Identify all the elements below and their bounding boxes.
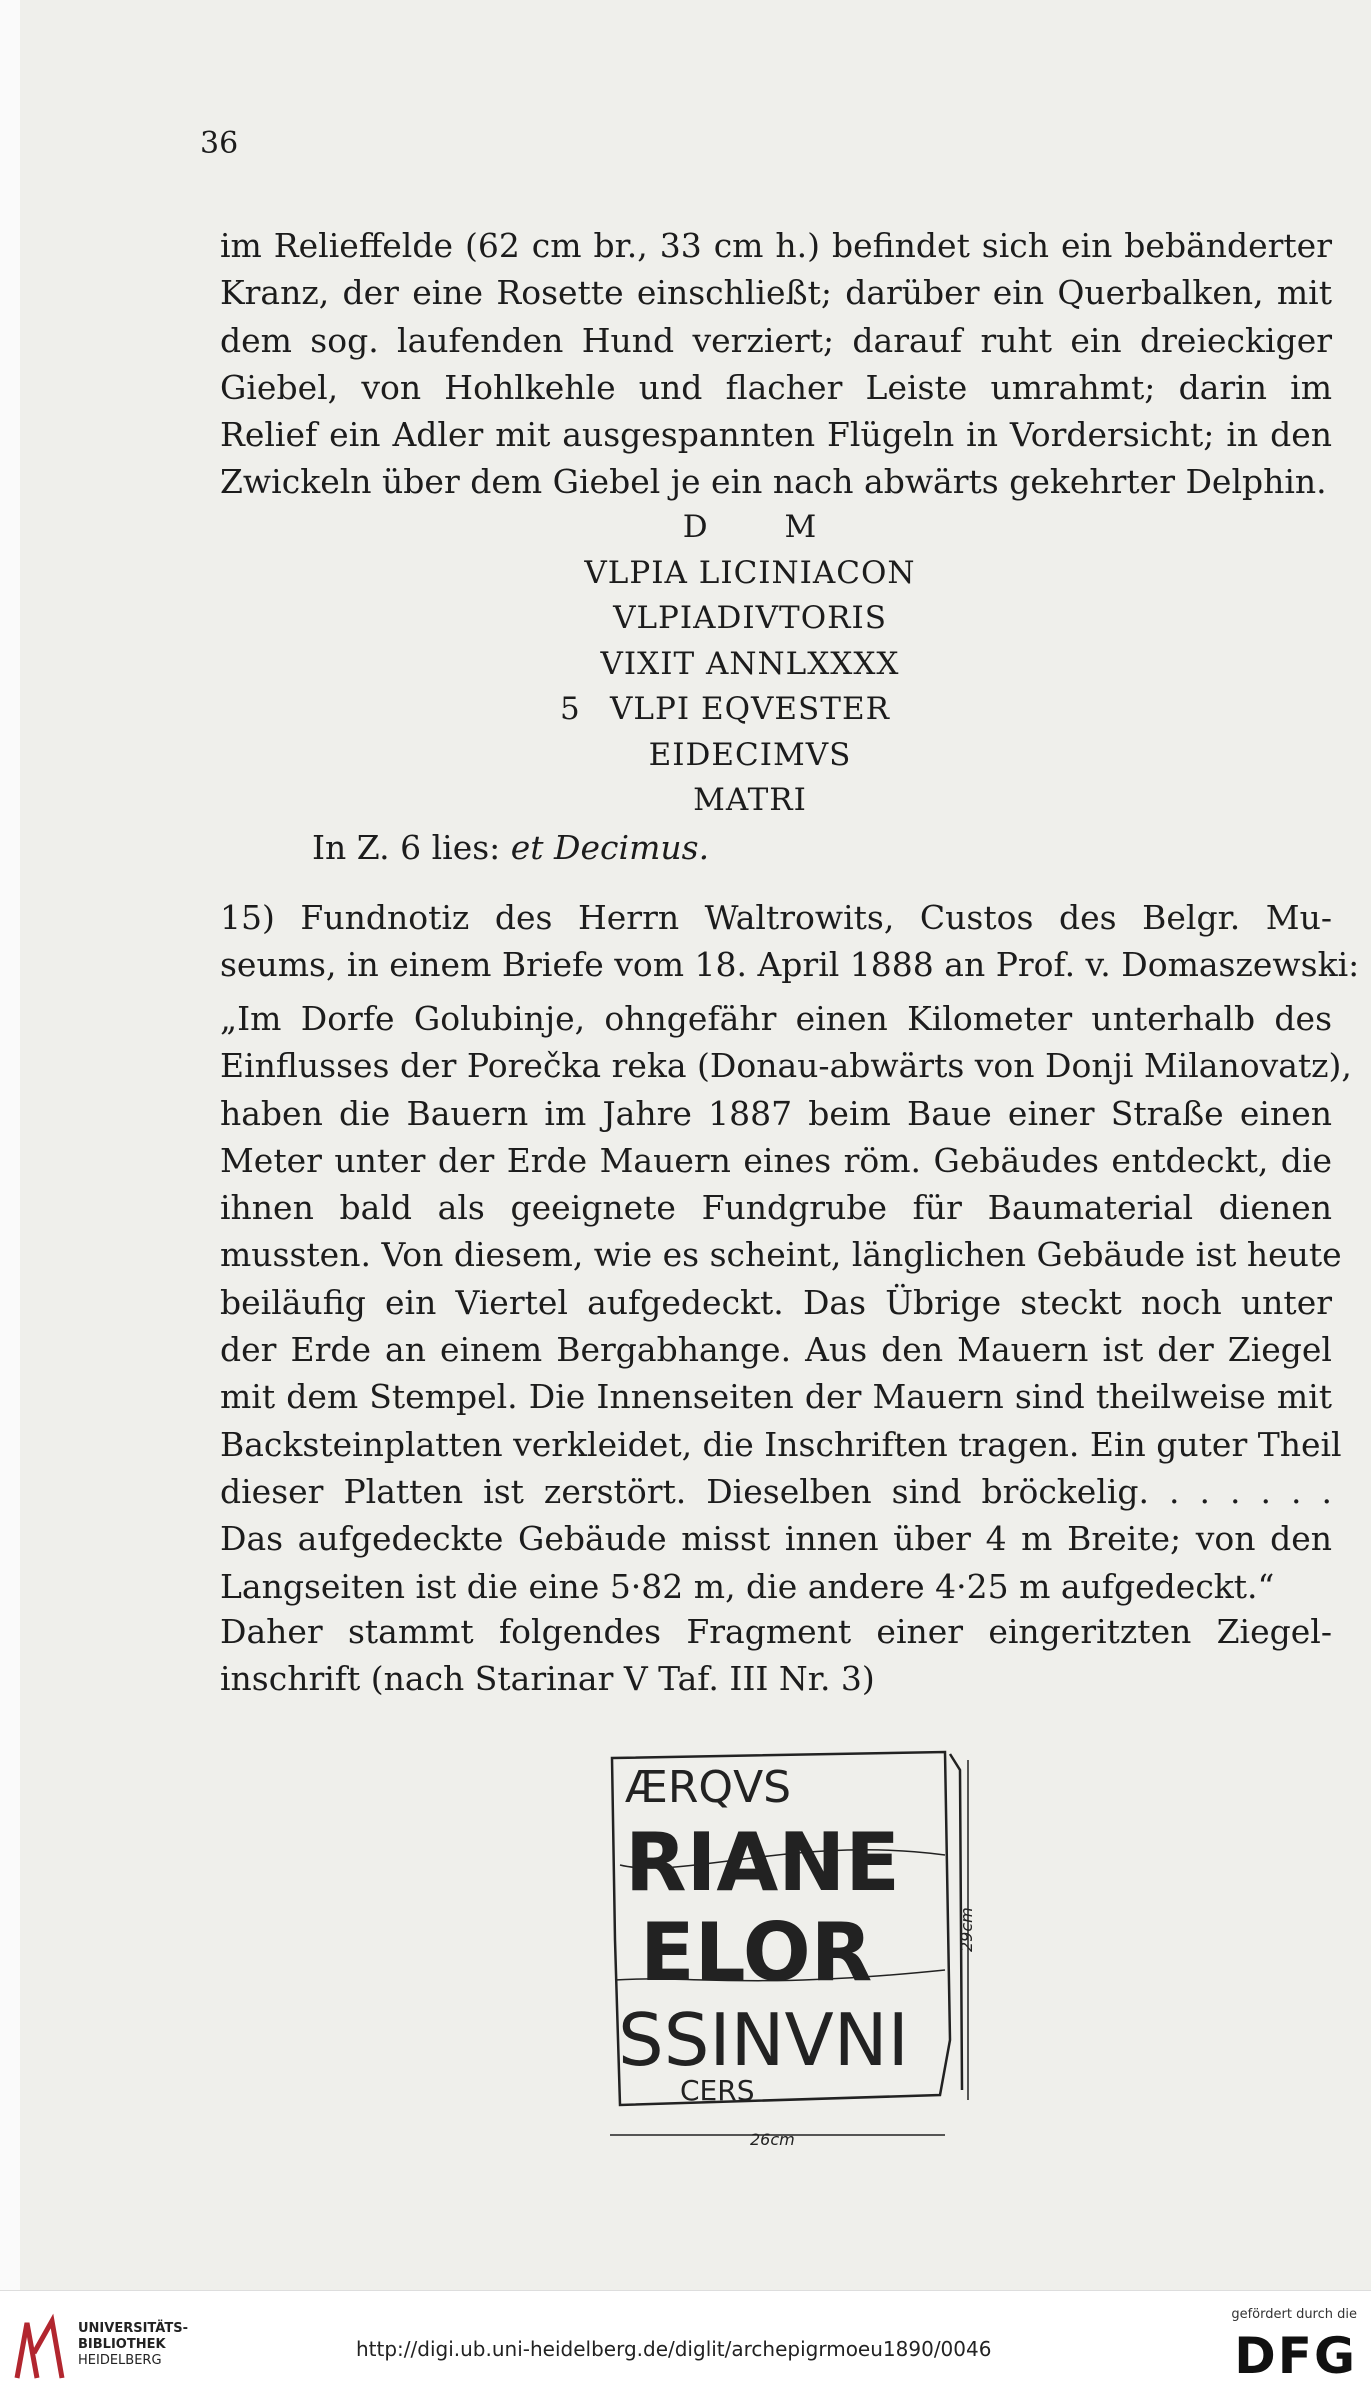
text-line: dem sog. laufenden Hund verziert; darauf ruht ein dreieckiger [220, 320, 1332, 360]
paragraph-relief-description [220, 222, 1332, 506]
inscription-text: VLPI EQVESTER [610, 691, 890, 727]
tile-line-3: ELOR [640, 1906, 873, 1999]
inscription-text: VLPIA LICINIACON [584, 554, 916, 591]
tile-inscription-figure [600, 1740, 980, 2150]
library-line-1: UNIVERSITÄTS- [78, 2321, 188, 2336]
inscription-text: VIXIT ANNLXXXX [600, 645, 900, 682]
inscription-text: VLPIADIVTORIS [613, 600, 887, 636]
page-number: 36 [200, 126, 239, 161]
inscription-line [540, 642, 960, 688]
text-line: Meter unter der Erde Mauern eines röm. Gebäudes entdeckt, die [220, 1140, 1332, 1180]
text-line: mit dem Stempel. Die Innenseiten der Mauern sind theilweise mit [220, 1377, 1332, 1417]
text-line: Das aufgedeckte Gebäude misst innen über 4 m Breite; von den [220, 1519, 1332, 1559]
text-line: Daher stammt folgendes Fragment einer eingeritzten Ziegel- [220, 1612, 1332, 1651]
permalink-url[interactable]: http://digi.ub.uni-heidelberg.de/diglit/archepigrmoeu1890/0046 [356, 2337, 992, 2361]
text-line: Kranz, der eine Rosette einschließt; darüber ein Querbalken, mit [220, 273, 1332, 313]
text-line: Giebel, von Hohlkehle und flacher Leiste umrahmt; darin im [220, 367, 1332, 407]
text-line: ihnen bald als geeignete Fundgrube für Baumaterial dienen [220, 1188, 1332, 1228]
inscription-line [540, 596, 960, 642]
text-line: Relief ein Adler mit ausgespannten Flügeln in Vordersicht; in den [220, 415, 1332, 455]
text-line: Backsteinplatten verkleidet, die Inschriften tragen. Ein guter Theil [220, 1424, 1342, 1464]
funding-caption: gefördert durch die [1231, 2307, 1357, 2322]
tile-line-4: SSINVNI [618, 1998, 909, 2082]
note-prefix: In Z. 6 lies: [312, 828, 511, 867]
tile-line-1: ÆRQVS [625, 1762, 792, 1813]
library-line-2: BIBLIOTHEK [78, 2337, 166, 2352]
inscription-line [540, 778, 960, 824]
paragraph-letter-quote [220, 995, 1352, 1610]
inscription-line [540, 733, 960, 779]
text-line: 15) Fundnotiz des Herrn Waltrowits, Custos des Belgr. Mu- [220, 898, 1332, 937]
text-line: mussten. Von diesem, wie es scheint, länglichen Gebäude ist heute [220, 1235, 1342, 1275]
text-line: im Relieffelde (62 cm br., 33 cm h.) befindet sich ein bebänderter [220, 226, 1332, 265]
paragraph-fundnotiz [220, 894, 1360, 989]
text-line: seums, in einem Briefe vom 18. April 1888 an Prof. v. Domaszewski: [220, 945, 1360, 985]
inscription-text: D M [682, 509, 818, 545]
text-line: Zwickeln über dem Giebel je ein nach abwärts gekehrter Delphin. [220, 462, 1327, 502]
inscription-line [540, 551, 960, 597]
dfg-logo: DFG [1234, 2327, 1357, 2385]
height-label: 29cm [957, 1907, 976, 1952]
inscription-line [540, 505, 960, 551]
paragraph-fragment-intro [220, 1608, 1332, 1703]
text-line: beiläufig ein Viertel aufgedeckt. Das Übrige steckt noch unter [220, 1282, 1332, 1322]
note-italic: et Decimus. [510, 828, 710, 867]
inscription-transcription [540, 505, 960, 824]
text-line: dieser Platten ist zerstört. Dieselben sind bröckelig. . . . . . . [220, 1471, 1332, 1511]
text-line: der Erde an einem Bergabhange. Aus den Mauern ist der Ziegel [220, 1330, 1332, 1370]
inscription-text: EIDECIMVS [648, 736, 852, 773]
page-margin [0, 0, 20, 2290]
university-library-logo [12, 2313, 67, 2383]
library-name [78, 2321, 188, 2369]
reading-note [312, 828, 709, 867]
tile-line-2: RIANE [625, 1816, 900, 1909]
inscription-text: MATRI [693, 782, 807, 818]
text-line: haben die Bauern im Jahre 1887 beim Baue einer Straße einen [220, 1093, 1332, 1133]
width-label: 26cm [750, 2130, 795, 2149]
inscription-line [540, 687, 960, 733]
text-line: inschrift (nach Starinar V Taf. III Nr. 3) [220, 1659, 875, 1699]
text-line: „Im Dorfe Golubinje, ohngefähr einen Kilometer unterhalb des [220, 999, 1332, 1038]
text-line: Langseiten ist die eine 5·82 m, die andere 4·25 m aufgedeckt.“ [220, 1566, 1275, 1606]
line-number: 5 [560, 691, 581, 727]
library-line-3: HEIDELBERG [78, 2353, 162, 2368]
tile-line-5: CERS [680, 2074, 755, 2107]
footer-bar [0, 2290, 1371, 2406]
text-line: Einflusses der Porečka reka (Donau-abwärts von Donji Milanovatz), [220, 1046, 1352, 1086]
